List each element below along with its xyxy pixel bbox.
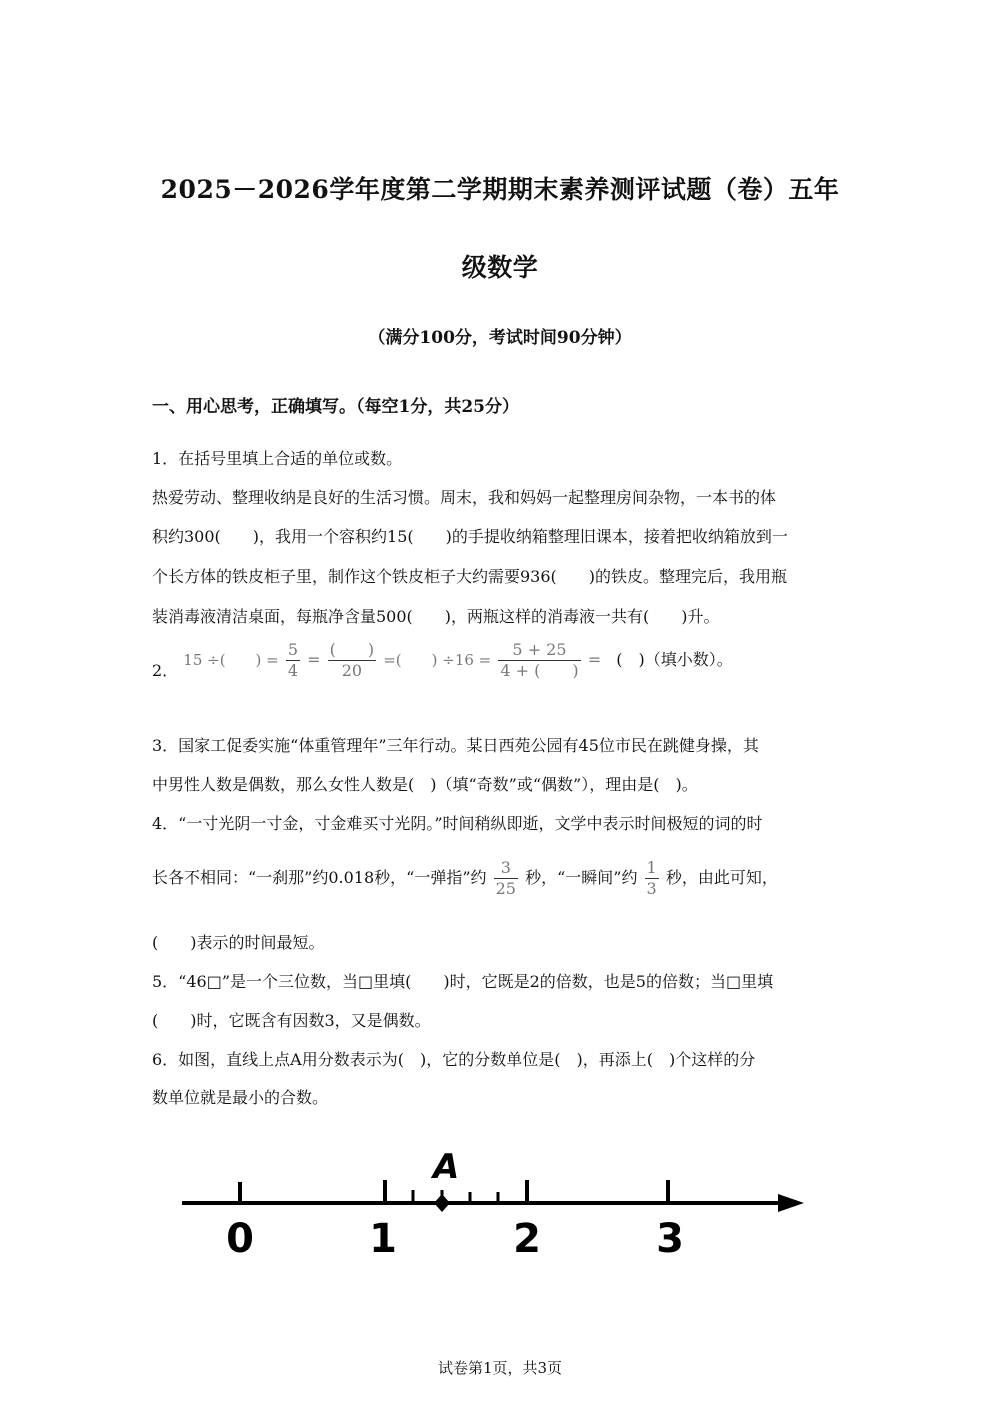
q4-text-part: 秒，“一瞬间”约 — [525, 868, 638, 887]
page-title-line2: 级数学 — [461, 253, 539, 282]
q1-text-line: 装消毒液清洁桌面，每瓶净含量500( )，两瓶这样的消毒液一共有( )升。 — [152, 607, 720, 626]
q4-text-part: 秒，由此可知， — [665, 868, 778, 887]
tick-label-0: 0 — [226, 1216, 254, 1262]
tick-label-2: 2 — [513, 1216, 541, 1262]
q2-expr-part: 15 ÷( ) = — [183, 651, 279, 669]
fraction-denominator: 4 + ( ) — [500, 661, 579, 680]
page-footer: 试卷第1页，共3页 — [437, 1359, 563, 1377]
q1-text-line: 积约300( )，我用一个容积约15( )的手提收纳箱整理旧课本，接着把收纳箱放到一 — [152, 527, 788, 546]
fraction-numerator: 1 — [646, 858, 657, 877]
fraction-denominator: 25 — [495, 879, 516, 898]
q5-text-line: 5．“46□”是一个三位数，当□里填( )时，它既是2的倍数，也是5的倍数；当□里填 — [152, 972, 774, 991]
q4-text-line — [152, 858, 778, 908]
fraction-numerator: 5 — [287, 640, 299, 659]
fraction-denominator: 20 — [341, 661, 363, 680]
fraction-numerator: ( ) — [329, 640, 375, 659]
fraction-denominator: 3 — [646, 879, 657, 898]
q4-text-line: 4．“一寸光阴一寸金，寸金难买寸光阴。”时间稍纵即逝，文学中表示时间极短的词的时 — [152, 814, 763, 833]
q1-text-line: 热爱劳动、整理收纳是良好的生活习惯。周末，我和妈妈一起整理房间杂物，一本书的体 — [152, 488, 777, 507]
fraction-numerator: 3 — [494, 858, 518, 879]
q2-equals: = — [307, 650, 321, 669]
q6-text-line: 6．如图，直线上点A用分数表示为( )，它的分数单位是( )，再添上( )个这样的分 — [152, 1050, 756, 1069]
q4-text-line: ( )表示的时间最短。 — [152, 933, 325, 952]
point-a-marker-icon — [434, 1194, 450, 1212]
q2-fraction — [498, 640, 580, 681]
tick-label-3: 3 — [656, 1216, 684, 1262]
q2-expr-part: =( ) ÷16 = — [383, 651, 492, 669]
q2-fraction — [328, 640, 377, 681]
page-title-line1: 2025－2026学年度第二学期期末素养测评试题（卷）五年 — [160, 175, 840, 204]
tick-label-1: 1 — [369, 1216, 397, 1262]
q2-line — [152, 640, 733, 690]
q3-text-line: 3．国家工促委实施“体重管理年”三年行动。某日西苑公园有45位市民在跳健身操，其 — [152, 736, 759, 755]
q4-fraction — [645, 858, 659, 899]
q2-tail: ( )（填小数）。 — [616, 650, 733, 669]
q2-number: 2． — [152, 661, 179, 680]
point-a-label: A — [433, 1147, 460, 1187]
q5-text-line: ( )时，它既含有因数3，又是偶数。 — [152, 1011, 431, 1030]
q4-fraction — [494, 858, 518, 899]
number-line-figure — [170, 1130, 820, 1270]
arrow-head-icon — [778, 1194, 804, 1212]
q3-text-line: 中男性人数是偶数，那么女性人数是( )（填“奇数”或“偶数”），理由是( )。 — [152, 775, 698, 794]
exam-info: （满分100分，考试时间90分钟） — [368, 328, 632, 348]
q1-prompt: 1．在括号里填上合适的单位或数。 — [152, 449, 403, 468]
q2-equals: = — [587, 650, 602, 669]
q1-text-line: 个长方体的铁皮柜子里，制作这个铁皮柜子大约需要936( )的铁皮。整理完后，我用瓶 — [152, 567, 788, 586]
q2-fraction — [286, 640, 300, 681]
q4-text-part: 长各不相同：“一刹那”约0.018秒，“一弹指”约 — [152, 868, 487, 887]
fraction-numerator: 5 + 25 — [498, 640, 580, 661]
section-heading: 一、用心思考，正确填写。（每空1分，共25分） — [152, 397, 519, 417]
fraction-denominator: 4 — [287, 661, 299, 680]
q6-text-line: 数单位就是最小的合数。 — [152, 1088, 329, 1107]
